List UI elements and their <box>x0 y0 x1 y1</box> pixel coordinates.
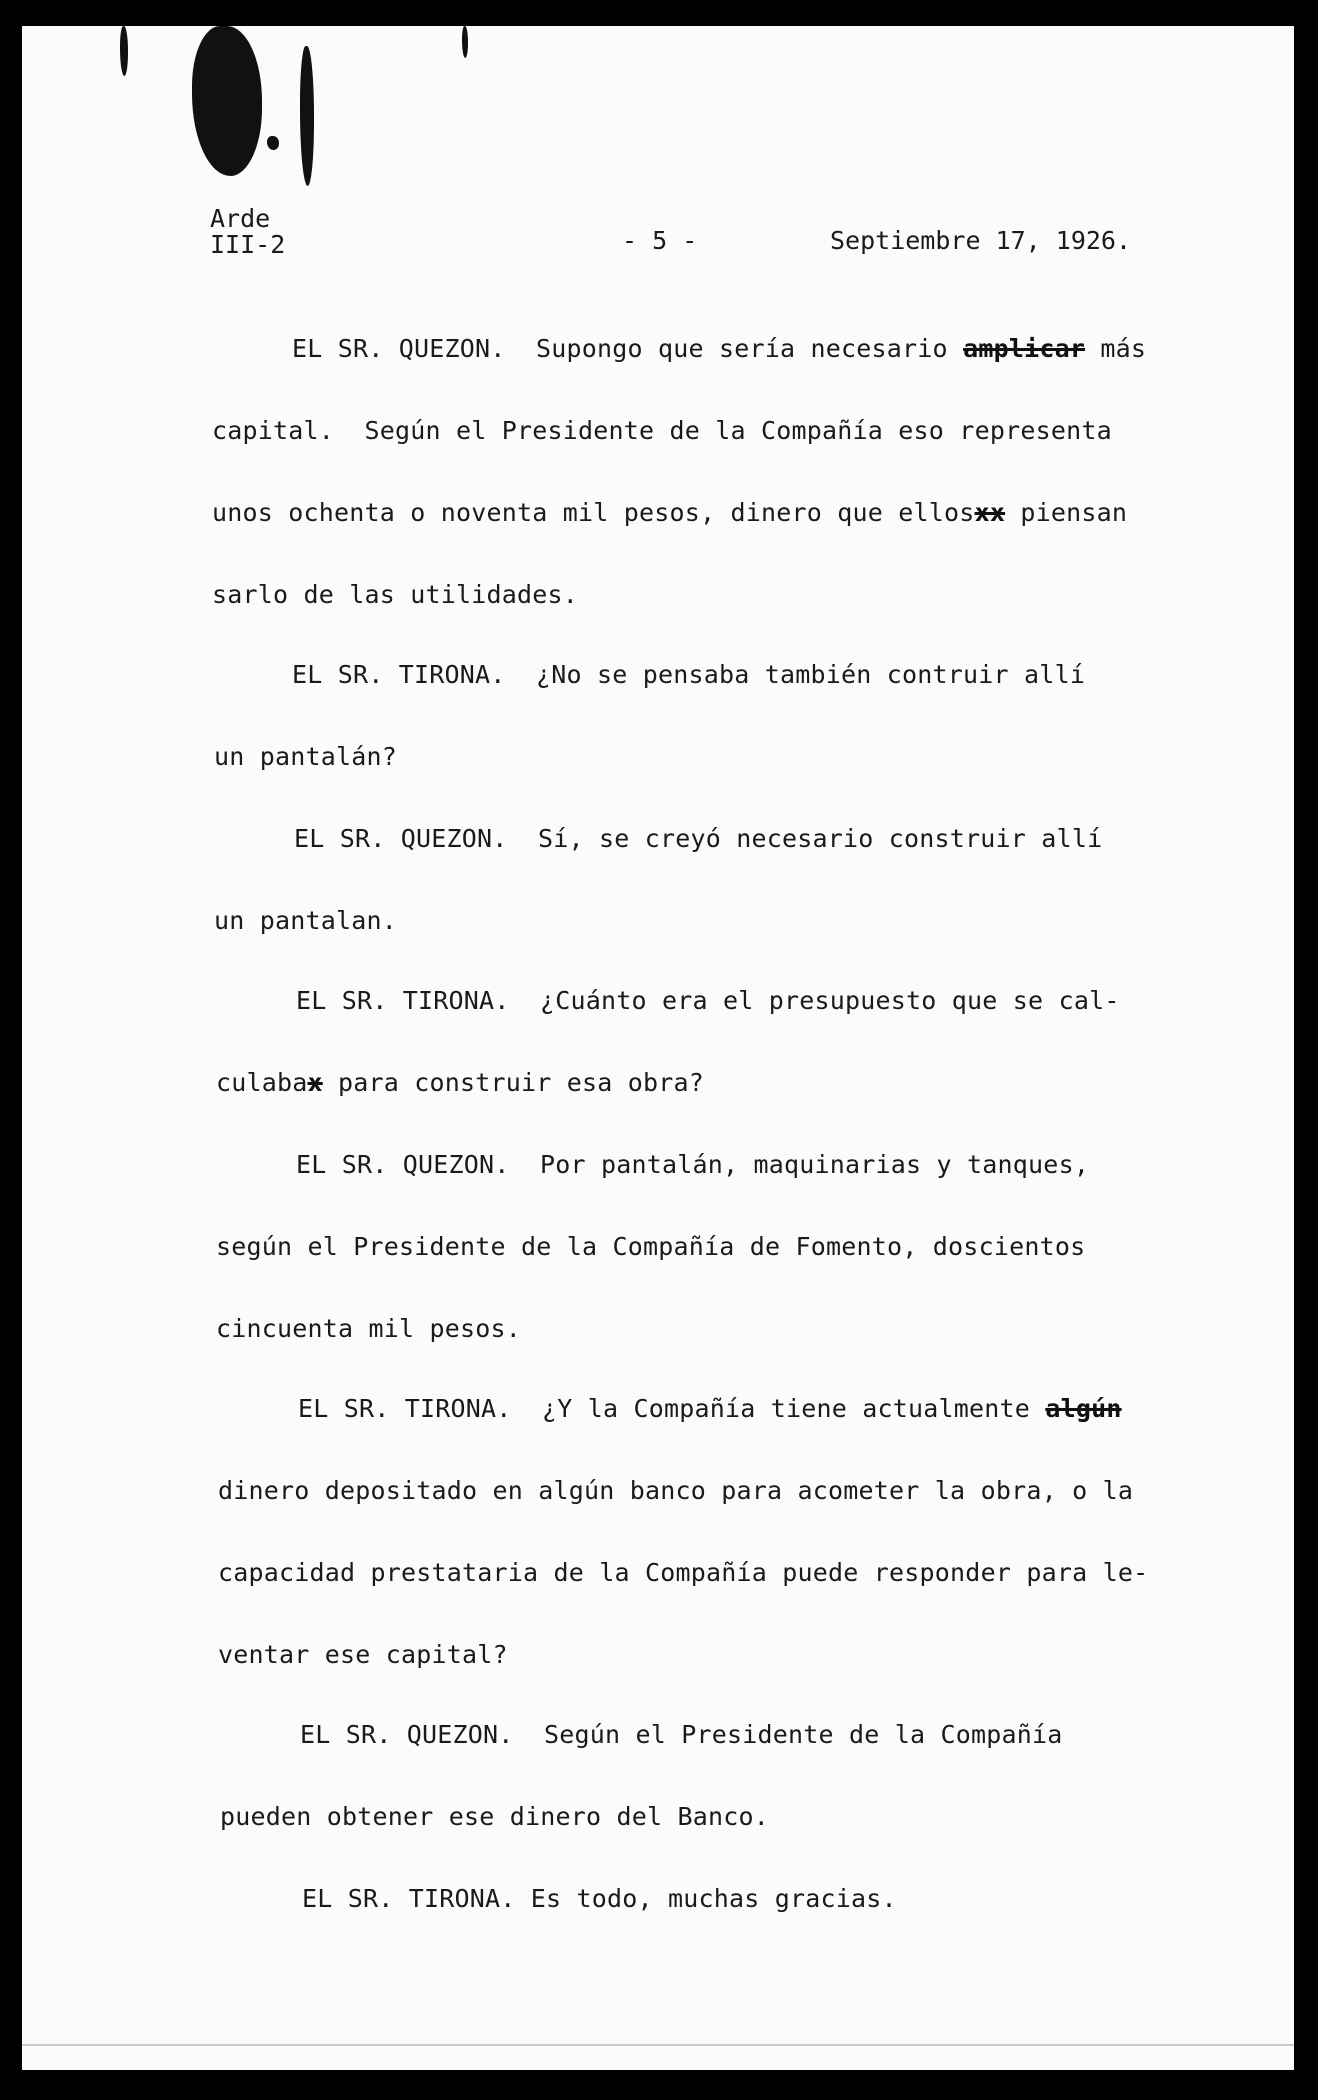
text-line-7: EL SR. QUEZON. Sí, se creyó necesario construir allí <box>294 824 1103 853</box>
text-line-14: EL SR. TIRONA. ¿Y la Compañía tiene actualmente algún <box>298 1394 1122 1423</box>
text-line-12: según el Presidente de la Compañía de Fomento, doscientos <box>216 1232 1086 1261</box>
ink-stain <box>120 26 128 76</box>
text-line-18: EL SR. QUEZON. Según el Presidente de la Compañía <box>300 1720 1063 1749</box>
text-line-4: sarlo de las utilidades. <box>212 580 579 609</box>
text-line-20: EL SR. TIRONA. Es todo, muchas gracias. <box>302 1884 897 1913</box>
text-line-10: culabax para construir esa obra? <box>216 1068 705 1097</box>
document-page <box>22 26 1294 2070</box>
text-line-15: dinero depositado en algún banco para acometer la obra, o la <box>218 1476 1134 1505</box>
text-line-2: capital. Según el Presidente de la Compañía eso representa <box>212 416 1112 445</box>
ink-stain <box>267 136 279 150</box>
text-line-13: cincuenta mil pesos. <box>216 1314 522 1343</box>
text-line-11: EL SR. QUEZON. Por pantalán, maquinarias y tanques, <box>296 1150 1090 1179</box>
text-line-5: EL SR. TIRONA. ¿No se pensaba también contruir allí <box>292 660 1086 689</box>
text-line-8: un pantalan. <box>214 906 398 935</box>
text-line-3: unos ochenta o noventa mil pesos, dinero que ellosxx piensan <box>212 498 1128 527</box>
ink-stain <box>300 46 314 186</box>
text-line-16: capacidad prestataria de la Compañía puede responder para le- <box>218 1558 1149 1587</box>
document-date: Septiembre 17, 1926. <box>830 226 1132 255</box>
text-line-1: EL SR. QUEZON. Supongo que sería necesario amplicar más <box>292 334 1147 363</box>
page-number: - 5 - <box>622 226 698 255</box>
text-line-17: ventar ese capital? <box>218 1640 508 1669</box>
document-reference-line2: III-2 <box>210 230 286 259</box>
text-line-6: un pantalán? <box>214 742 398 771</box>
ink-stain <box>462 26 468 58</box>
ink-stain <box>227 36 249 96</box>
text-line-9: EL SR. TIRONA. ¿Cuánto era el presupuesto que se cal- <box>296 986 1120 1015</box>
document-reference-line1: Arde <box>210 204 271 233</box>
text-line-19: pueden obtener ese dinero del Banco. <box>220 1802 770 1831</box>
page-edge-shadow <box>22 2044 1294 2046</box>
